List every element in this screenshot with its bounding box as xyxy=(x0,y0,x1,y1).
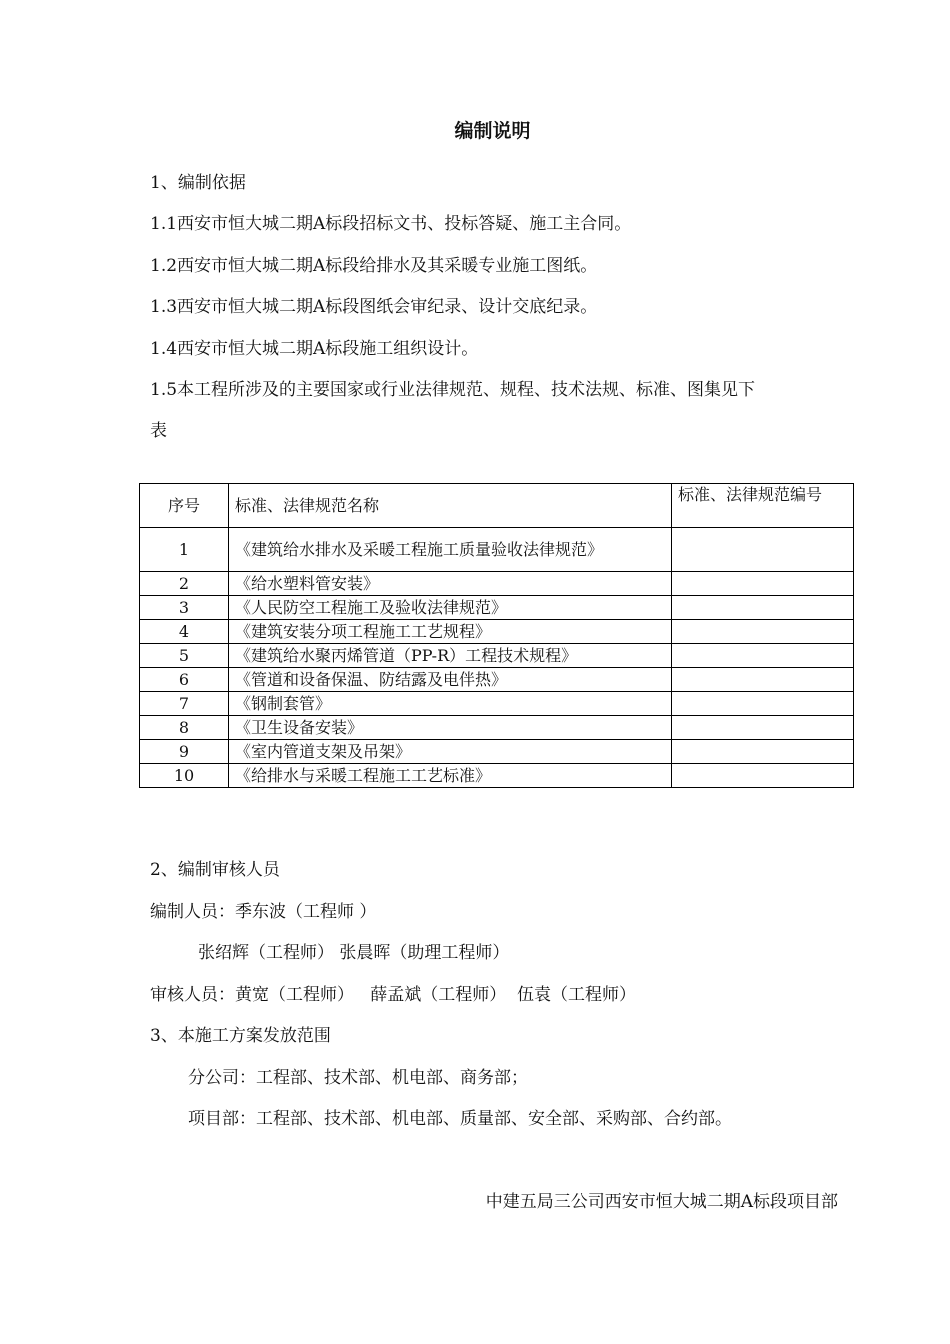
row-standard-name: 《建筑给水聚丙烯管道（PP-R）工程技术规程》 xyxy=(229,644,672,668)
table-row xyxy=(140,716,854,740)
section3-heading: 3、本施工方案发放范围 xyxy=(150,1026,331,1046)
row-number: 4 xyxy=(140,620,229,644)
row-standard-name: 《卫生设备安装》 xyxy=(229,716,672,740)
row-standard-code xyxy=(672,716,854,740)
row-standard-name: 《给水塑料管安装》 xyxy=(229,572,672,596)
table-row xyxy=(140,644,854,668)
row-standard-code xyxy=(672,572,854,596)
basis-item-1-3: 1.3西安市恒大城二期A标段图纸会审纪录、设计交底纪录。 xyxy=(150,297,598,317)
row-standard-name: 《管道和设备保温、防结露及电伴热》 xyxy=(229,668,672,692)
row-standard-name: 《建筑安装分项工程施工工艺规程》 xyxy=(229,620,672,644)
document-title: 编制说明 xyxy=(454,120,531,142)
row-standard-code xyxy=(672,692,854,716)
row-number: 5 xyxy=(140,644,229,668)
row-standard-code xyxy=(672,740,854,764)
row-standard-name: 《建筑给水排水及采暖工程施工质量验收法律规范》 xyxy=(229,528,672,572)
basis-item-1-1: 1.1西安市恒大城二期A标段招标文书、投标答疑、施工主合同。 xyxy=(150,214,632,234)
reviewer-line: 审核人员：黄宽（工程师） 薛孟斌（工程师） 伍袁（工程师） xyxy=(150,985,637,1005)
table-header-row xyxy=(140,484,854,528)
row-number: 10 xyxy=(140,764,229,788)
row-number: 9 xyxy=(140,740,229,764)
row-standard-code xyxy=(672,764,854,788)
section2-heading: 2、编制审核人员 xyxy=(150,860,280,880)
table-row xyxy=(140,668,854,692)
header-serial-number: 序号 xyxy=(140,484,229,528)
row-standard-name: 《给排水与采暖工程施工工艺标准》 xyxy=(229,764,672,788)
table-row xyxy=(140,572,854,596)
row-standard-name: 《室内管道支架及吊架》 xyxy=(229,740,672,764)
row-standard-code xyxy=(672,668,854,692)
row-number: 7 xyxy=(140,692,229,716)
header-standard-name: 标准、法律规范名称 xyxy=(229,484,672,528)
compiler-line-2: 张绍辉（工程师） 张晨晖（助理工程师） xyxy=(198,943,510,963)
row-number: 3 xyxy=(140,596,229,620)
header-standard-code: 标准、法律规范编号 xyxy=(672,484,854,528)
row-number: 6 xyxy=(140,668,229,692)
basis-item-1-5-line2: 表 xyxy=(150,421,167,441)
table-row xyxy=(140,528,854,572)
basis-item-1-2: 1.2西安市恒大城二期A标段给排水及其采暖专业施工图纸。 xyxy=(150,256,598,276)
section1-heading: 1、编制依据 xyxy=(150,173,246,193)
row-standard-code xyxy=(672,528,854,572)
row-number: 8 xyxy=(140,716,229,740)
basis-item-1-5-line1: 1.5本工程所涉及的主要国家或行业法律规范、规程、技术法规、标准、图集见下 xyxy=(150,380,756,400)
table-row xyxy=(140,692,854,716)
basis-item-1-4: 1.4西安市恒大城二期A标段施工组织设计。 xyxy=(150,339,479,359)
table-row xyxy=(140,764,854,788)
project-distribution: 项目部：工程部、技术部、机电部、质量部、安全部、采购部、合约部。 xyxy=(188,1109,732,1129)
row-standard-name: 《人民防空工程施工及验收法律规范》 xyxy=(229,596,672,620)
issuer-signature: 中建五局三公司西安市恒大城二期A标段项目部 xyxy=(485,1192,838,1212)
row-standard-code xyxy=(672,596,854,620)
row-standard-code xyxy=(672,644,854,668)
row-number: 2 xyxy=(140,572,229,596)
branch-distribution: 分公司：工程部、技术部、机电部、商务部； xyxy=(188,1068,528,1088)
row-number: 1 xyxy=(140,528,229,572)
table-row xyxy=(140,740,854,764)
table-row xyxy=(140,620,854,644)
table-row xyxy=(140,596,854,620)
row-standard-code xyxy=(672,620,854,644)
standards-table xyxy=(139,483,854,788)
row-standard-name: 《钢制套管》 xyxy=(229,692,672,716)
compiler-line: 编制人员：季东波（工程师 ） xyxy=(150,902,377,922)
